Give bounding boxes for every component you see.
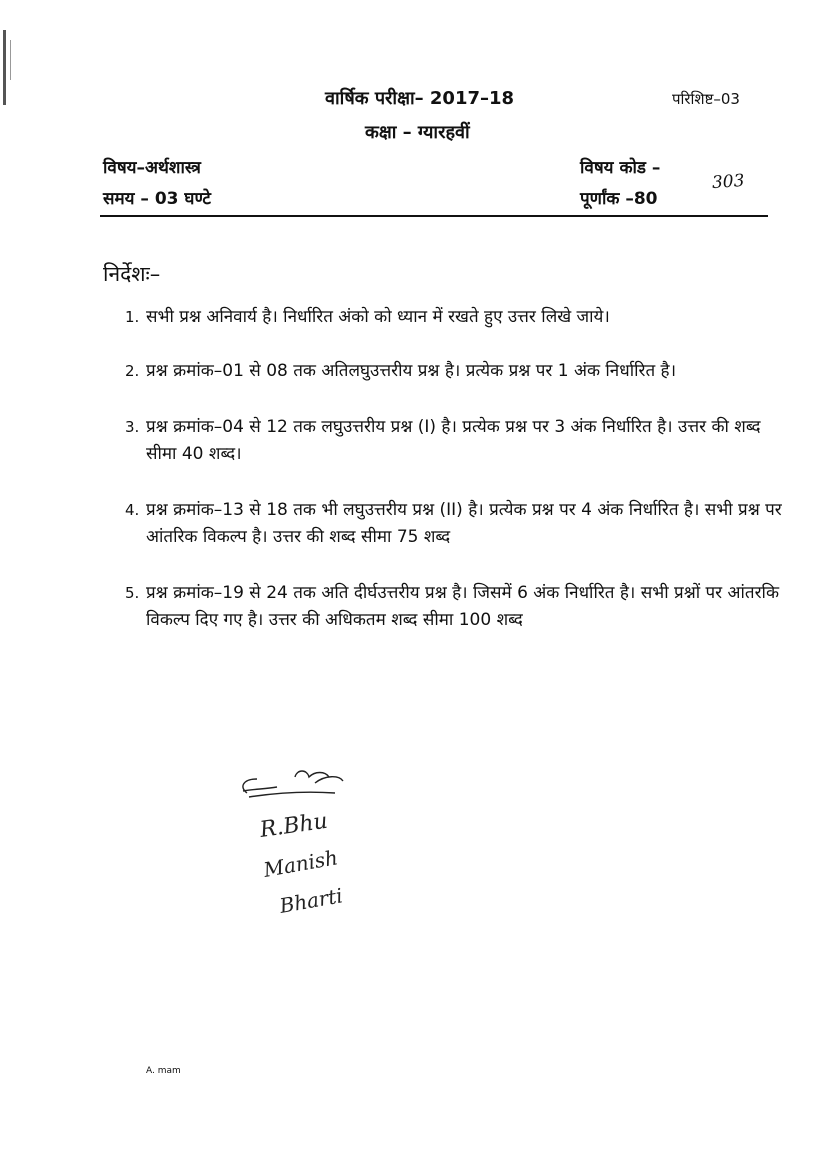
scan-edge-mark-faint <box>10 40 11 80</box>
subject-code-label: विषय कोड – <box>580 158 661 178</box>
class-label: कक्षा – ग्यारहवीं <box>365 122 470 143</box>
instruction-number: 2. <box>125 362 140 380</box>
signature-line-2: Manish <box>261 845 340 882</box>
signature-line-1: R.Bhu <box>258 808 330 843</box>
subject-label: विषय–अर्थशास्त्र <box>103 158 201 178</box>
instruction-number: 1. <box>125 308 140 326</box>
instruction-number: 5. <box>125 584 140 602</box>
exam-title: वार्षिक परीक्षा– 2017–18 <box>325 88 515 109</box>
subject-code-handwritten: 303 <box>711 170 746 194</box>
footer-note: A. mam <box>146 1066 181 1076</box>
instruction-text: प्रश्न क्रमांक–01 से 08 तक अतिलघुउत्तरीय प्रश्न है। प्रत्येक प्रश्न पर 1 अंक निर्धारित है। <box>146 361 677 381</box>
instruction-item <box>125 580 785 634</box>
instructions-list <box>125 304 785 634</box>
instruction-item <box>125 497 785 551</box>
instruction-text: प्रश्न क्रमांक–13 से 18 तक भी लघुउत्तरीय प्रश्न (II) है। प्रत्येक प्रश्न पर 4 अंक निर्धारित है। सभी प्रश्न पर आंतरिक विकल्प है। उत्तर की शब्द सीमा 75 शब्द <box>146 500 782 547</box>
time-label: समय – 03 घण्टे <box>103 189 211 209</box>
instruction-text: सभी प्रश्न अनिवार्य है। निर्धारित अंको को ध्यान में रखते हुए उत्तर लिखे जाये। <box>146 307 610 327</box>
scan-edge-mark <box>3 30 6 105</box>
instruction-text: प्रश्न क्रमांक–04 से 12 तक लघुउत्तरीय प्रश्न (I) है। प्रत्येक प्रश्न पर 3 अंक निर्धारित है। उत्तर की शब्द सीमा 40 शब्द। <box>146 417 761 464</box>
header-divider <box>100 215 768 217</box>
instructions-heading: निर्देशः– <box>103 262 161 286</box>
full-marks-label: पूर्णांक –80 <box>580 189 658 209</box>
instruction-item <box>125 304 785 331</box>
handwritten-signatures <box>235 765 395 925</box>
instruction-item <box>125 414 785 468</box>
instruction-number: 3. <box>125 418 140 436</box>
instruction-number: 4. <box>125 501 140 519</box>
appendix-label: परिशिष्ट–03 <box>672 90 740 108</box>
instruction-text: प्रश्न क्रमांक–19 से 24 तक अति दीर्घउत्तरीय प्रश्न है। जिसमें 6 अंक निर्धारित है। सभी प्रश्नों पर आंतरकि विकल्प दिए गए है। उत्तर की अधिकतम शब्द सीमा 100 शब्द <box>146 583 780 630</box>
signature-line-3: Bharti <box>277 883 345 918</box>
instruction-item <box>125 358 785 385</box>
